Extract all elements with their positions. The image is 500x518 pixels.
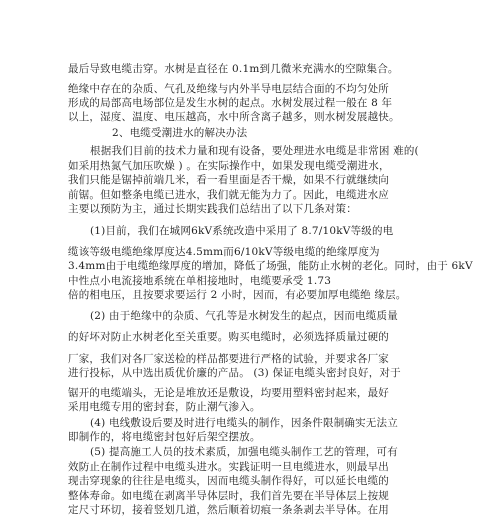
- text-line: 主要以预防为主，通过长期实践我们总结出了以下几条对策：: [68, 203, 357, 216]
- text-line: 形成的局部高电场部位是发生水树的起点。水树发展过程一般在 8 年: [68, 97, 393, 109]
- text-line: (5) 提高施工人员的技术素质，加强电缆头制作工艺的管理，可有: [90, 446, 398, 459]
- text-line: 前锯。但如整条电缆已进水，我们就无能为力了。因此，电缆进水应: [68, 188, 389, 201]
- text-line: 如采用热氮气加压吹燥 ) 。在实际操作中，如果发现电缆受潮进水，: [68, 159, 390, 172]
- text-line: (4) 电线敷设后要及时进行电缆头的制作，因条件限制确实无法立: [90, 416, 398, 429]
- text-line: 锯开的电缆端头，无论是堆放还是敷设，均要用塑料密封起来，最好: [68, 386, 389, 399]
- text-line: 中性点小电流接地系统在单相接地时，电缆要承受 1.73: [68, 274, 332, 287]
- text-line: 以上，湿度、温度、电压越高，水中所含离子越多，则水树发展越快。: [68, 111, 400, 124]
- text-line: 即制作的，将电缆密封包好后架空摆放。: [68, 430, 261, 443]
- text-line: 整体寿命。如电缆在剥离半导体层时，我们首先要在半导体层上按规: [68, 489, 389, 502]
- text-line: (1)目前，我们在城网6kV系统改造中采用了 8.7/10kV等级的电: [90, 225, 394, 238]
- text-line: 效防止在制作过程中电缆头进水。实践证明一旦电缆进水，则最早出: [68, 460, 389, 473]
- text-line: 缆该等级电缆绝缘厚度达4.5mm而6/10kV等级电缆的绝缘厚度为: [68, 245, 380, 258]
- text-line: 采用电缆专用的密封套，防止潮气渗入。: [68, 401, 261, 414]
- text-line: 3.4mm由于电缆绝缘厚度的增加，降低了场强，能防止水树的老化。同时，由于 6kV: [68, 260, 473, 273]
- text-line: 厂家，我们对各厂家送检的样品都要进行严格的试验，并要求各厂家: [68, 352, 389, 365]
- text-line: 的好坏对防止水树老化至关重要。购买电缆时，必须选择质量过硬的: [68, 330, 389, 343]
- text-line: (2) 由于绝缘中的杂质、气孔等是水树发生的起点，因而电缆质量: [90, 310, 398, 323]
- text-line: 进行投标，从中选出质优价廉的产品。 (3) 保证电缆头密封良好，对于: [68, 367, 401, 380]
- text-line: 我们只能是锯掉前端几米，看一看里面是否干燥，如果不行就继续向: [68, 174, 389, 187]
- text-line: 最后导致电缆击穿。水树是直径在 0.1m到几微米充满水的空隙集合。: [68, 63, 399, 75]
- text-line: 根据我们目前的技术力量和现有设备，要处理进水电缆是非常困 难的(: [90, 145, 419, 158]
- text-line: 现击穿现象的往往是电缆头，因而电缆头制作得好，可以延长电缆的: [68, 475, 389, 488]
- text-line: 绝缘中存在的杂质、气孔及绝缘与内外半导电层结合面的不均匀处所: [68, 82, 389, 95]
- text-line: 定尺寸环切，接着竖划几道，然后顺着切痕一条条剥去半导体。在用: [68, 504, 389, 516]
- text-line: 倍的相电压，且按要求要运行 2 小时，因而，有必要加厚电缆绝 缘层。: [68, 289, 407, 301]
- section-heading: 2、电缆受潮进水的解决办法: [112, 126, 248, 139]
